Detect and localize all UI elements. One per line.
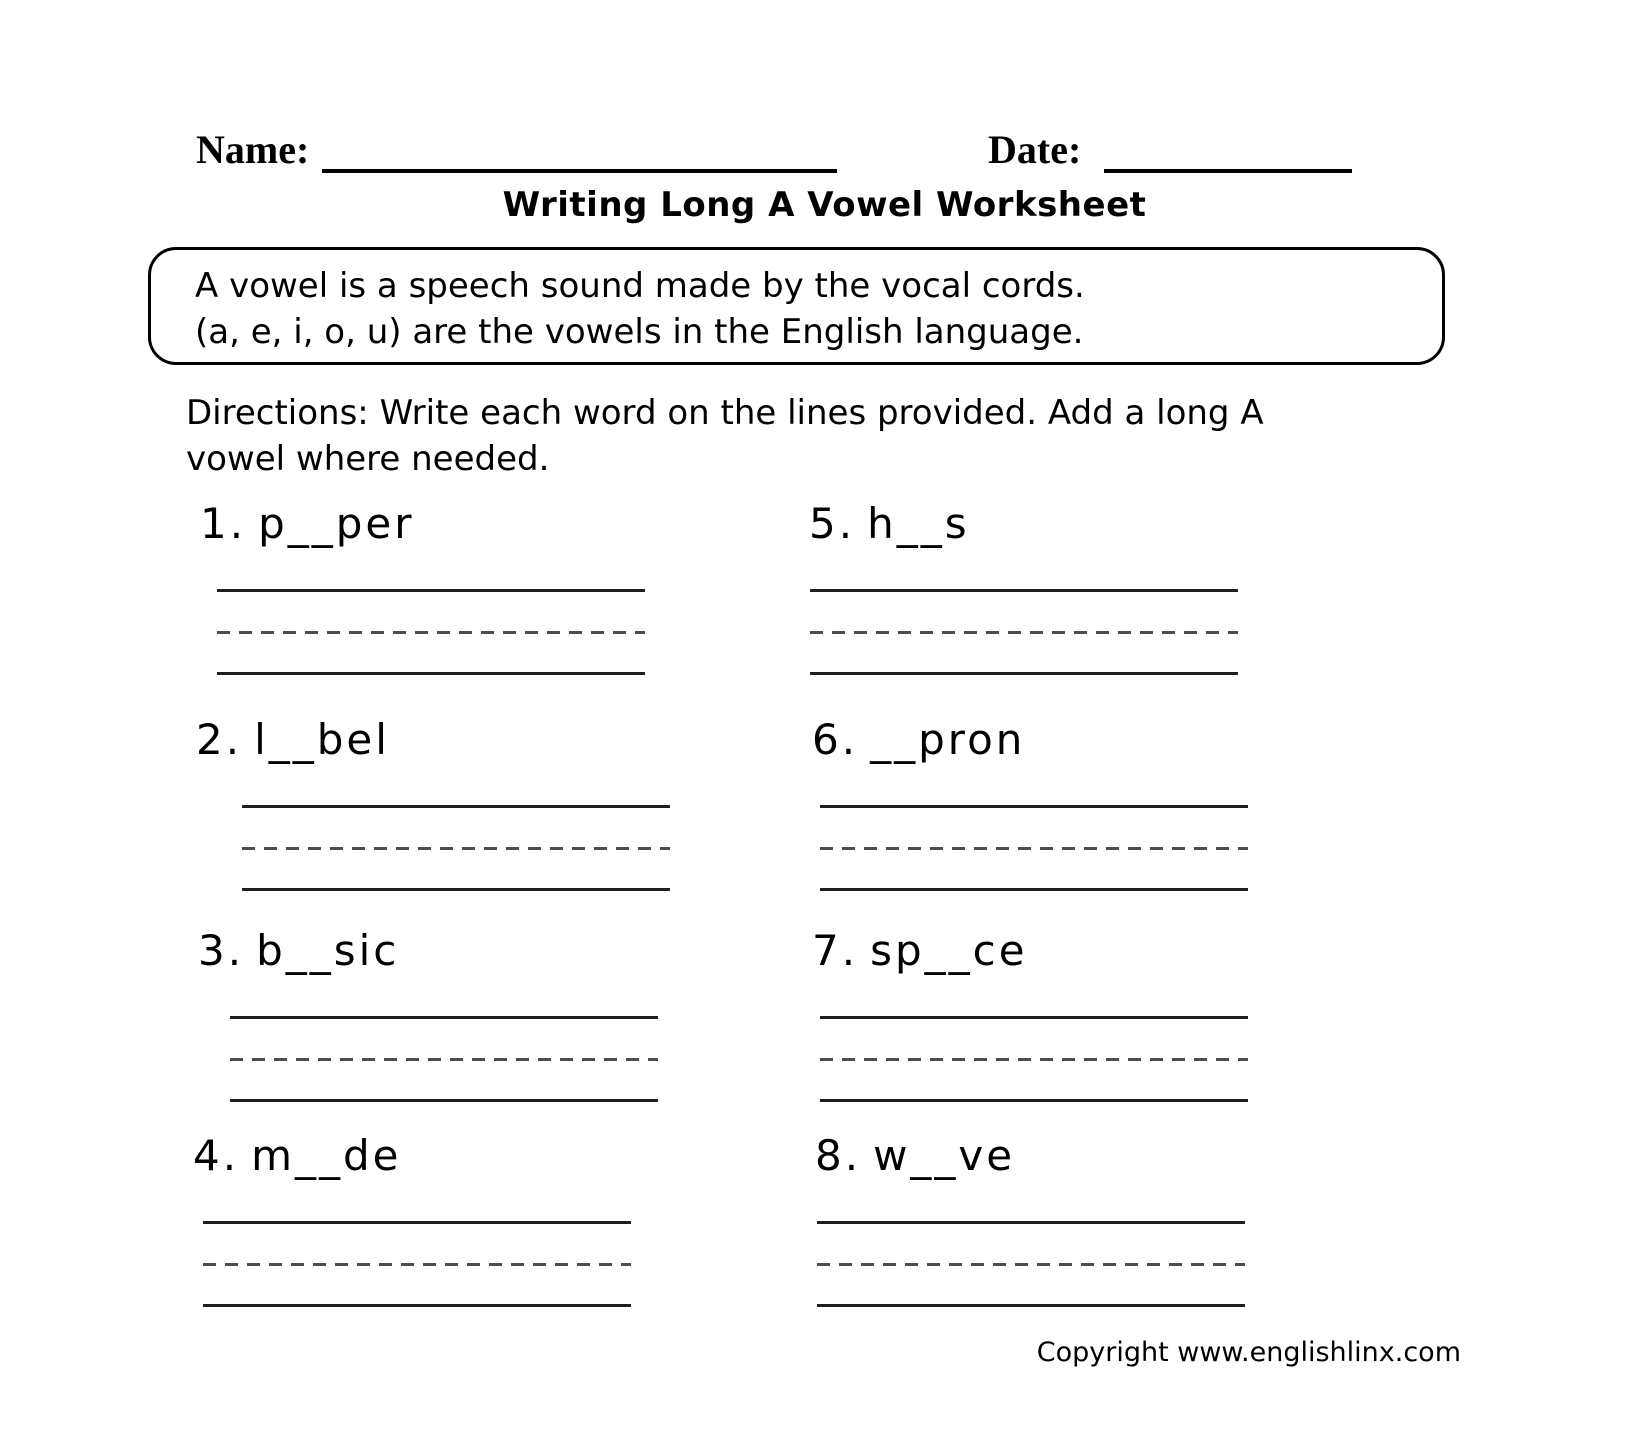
item-label (200, 498, 670, 550)
writing-line-solid-top[interactable] (217, 589, 645, 592)
item-number: 8. (815, 1131, 862, 1180)
item-word: b__sic (256, 926, 400, 975)
definition-line-1: A vowel is a speech sound made by the vocal cords. (195, 266, 1085, 306)
item-number: 4. (193, 1131, 240, 1180)
item-number: 3. (198, 926, 245, 975)
item-label (198, 925, 668, 977)
writing-line-solid-bottom[interactable] (820, 1099, 1248, 1102)
item-word: w__ve (873, 1131, 1016, 1180)
item-number: 2. (196, 715, 243, 764)
writing-line-solid-top[interactable] (230, 1016, 658, 1019)
writing-line-dashed[interactable] (203, 1263, 631, 1266)
writing-line-solid-bottom[interactable] (217, 672, 645, 675)
worksheet-item-5 (809, 498, 1279, 550)
writing-line-solid-bottom[interactable] (230, 1099, 658, 1102)
name-field-line[interactable] (322, 169, 837, 173)
writing-line-solid-bottom[interactable] (817, 1304, 1245, 1307)
worksheet-item-7 (812, 925, 1282, 977)
item-word: p__per (258, 499, 415, 548)
writing-line-solid-top[interactable] (817, 1221, 1245, 1224)
writing-line-solid-bottom[interactable] (820, 888, 1248, 891)
directions-line-2: vowel where needed. (186, 439, 550, 479)
writing-line-dashed[interactable] (817, 1263, 1245, 1266)
item-number: 6. (812, 715, 859, 764)
directions-line-1: Directions: Write each word on the lines provided. Add a long A (186, 393, 1264, 433)
page-title: Writing Long A Vowel Worksheet (502, 185, 1147, 225)
writing-line-dashed[interactable] (217, 631, 645, 634)
writing-line-dashed[interactable] (820, 1058, 1248, 1061)
item-number: 7. (812, 926, 859, 975)
item-label (196, 714, 666, 766)
worksheet-item-1 (200, 498, 670, 550)
writing-line-dashed[interactable] (810, 631, 1238, 634)
item-word: h__s (867, 499, 970, 548)
item-number: 5. (809, 499, 856, 548)
definition-line-2: (a, e, i, o, u) are the vowels in the English language. (195, 312, 1084, 352)
writing-line-dashed[interactable] (820, 847, 1248, 850)
writing-line-dashed[interactable] (242, 847, 670, 850)
item-word: m__de (251, 1131, 402, 1180)
item-label (809, 498, 1279, 550)
worksheet-item-3 (198, 925, 668, 977)
date-label: Date: (988, 127, 1082, 172)
worksheet-item-6 (812, 714, 1282, 766)
item-word: l__bel (254, 715, 390, 764)
item-label (815, 1130, 1285, 1182)
writing-line-solid-top[interactable] (820, 1016, 1248, 1019)
writing-line-solid-bottom[interactable] (203, 1304, 631, 1307)
writing-line-solid-top[interactable] (810, 589, 1238, 592)
item-word: __pron (870, 715, 1026, 764)
item-label (193, 1130, 663, 1182)
vowel-definition-box (148, 247, 1445, 365)
date-field-line[interactable] (1104, 169, 1352, 173)
writing-line-solid-top[interactable] (820, 805, 1248, 808)
item-label (812, 714, 1282, 766)
worksheet-item-2 (196, 714, 666, 766)
item-label (812, 925, 1282, 977)
writing-line-solid-top[interactable] (203, 1221, 631, 1224)
copyright-text: Copyright www.englishlinx.com (1036, 1337, 1461, 1368)
writing-line-solid-bottom[interactable] (810, 672, 1238, 675)
name-label: Name: (196, 127, 310, 172)
item-word: sp__ce (870, 926, 1028, 975)
writing-line-dashed[interactable] (230, 1058, 658, 1061)
writing-line-solid-bottom[interactable] (242, 888, 670, 891)
directions-text (186, 390, 1486, 482)
worksheet-item-8 (815, 1130, 1285, 1182)
worksheet-item-4 (193, 1130, 663, 1182)
item-number: 1. (200, 499, 247, 548)
writing-line-solid-top[interactable] (242, 805, 670, 808)
